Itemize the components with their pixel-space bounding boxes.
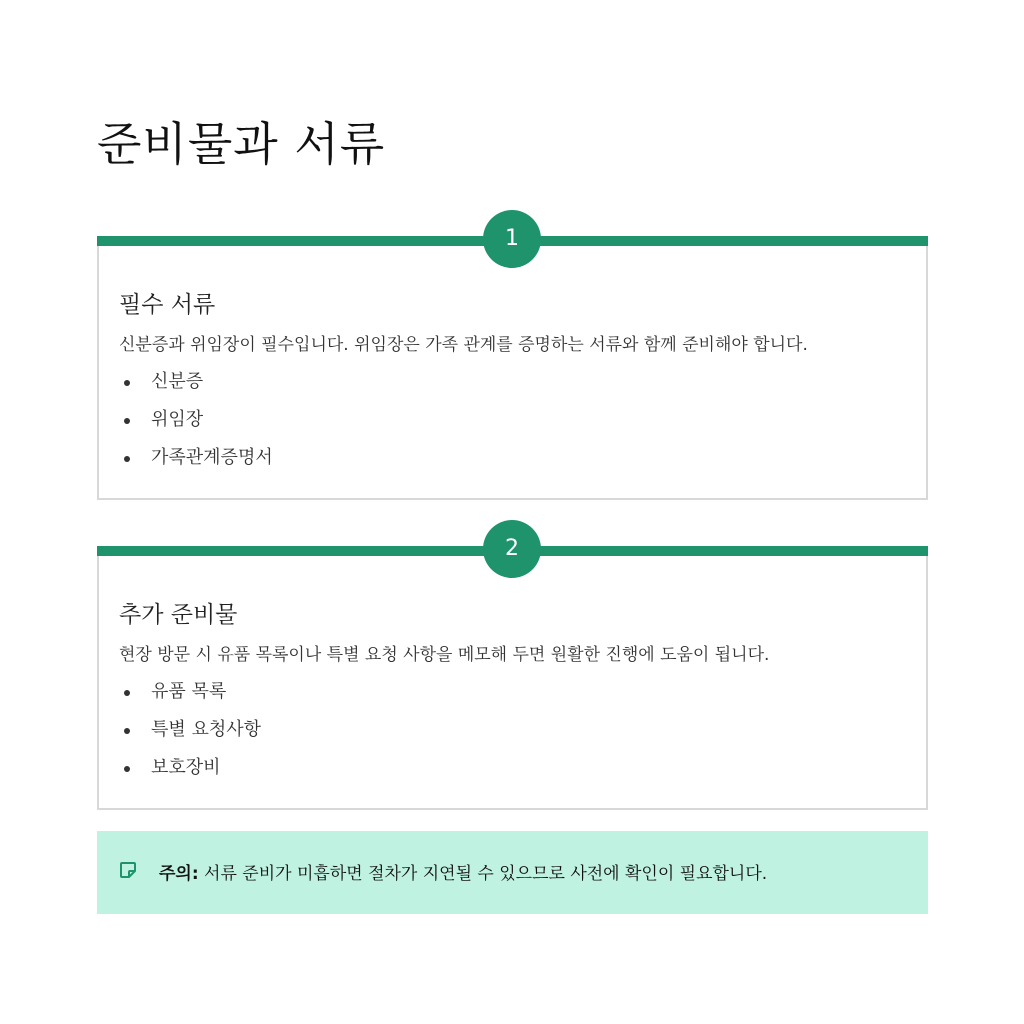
list-item: 유품 목록: [119, 680, 261, 718]
page-title: 준비물과 서류: [97, 117, 386, 171]
list-item: 신분증: [119, 370, 273, 408]
caution-note: [97, 831, 928, 914]
note-icon: [119, 861, 137, 879]
step-item-list: [119, 370, 273, 484]
step-item-list: [119, 680, 261, 794]
step-heading: 필수 서류: [119, 292, 216, 318]
list-item: 보호장비: [119, 756, 261, 794]
step-description: 현장 방문 시 유품 목록이나 특별 요청 사항을 메모해 두면 원활한 진행에 도움이 됩니다.: [119, 645, 770, 665]
note-label: 주의:: [159, 864, 199, 884]
step-number-badge: 1: [483, 210, 541, 268]
list-item: 위임장: [119, 408, 273, 446]
note-message: 서류 준비가 미흡하면 절차가 지연될 수 있으므로 사전에 확인이 필요합니다.: [198, 864, 768, 884]
step-description: 신분증과 위임장이 필수입니다. 위임장은 가족 관계를 증명하는 서류와 함께 준비해야 합니다.: [119, 335, 808, 355]
note-text: [159, 859, 767, 884]
list-item: 특별 요청사항: [119, 718, 261, 756]
list-item: 가족관계증명서: [119, 446, 273, 484]
step-number-badge: 2: [483, 520, 541, 578]
step-card: [97, 556, 928, 810]
step-heading: 추가 준비물: [119, 602, 238, 628]
step-card: [97, 246, 928, 500]
